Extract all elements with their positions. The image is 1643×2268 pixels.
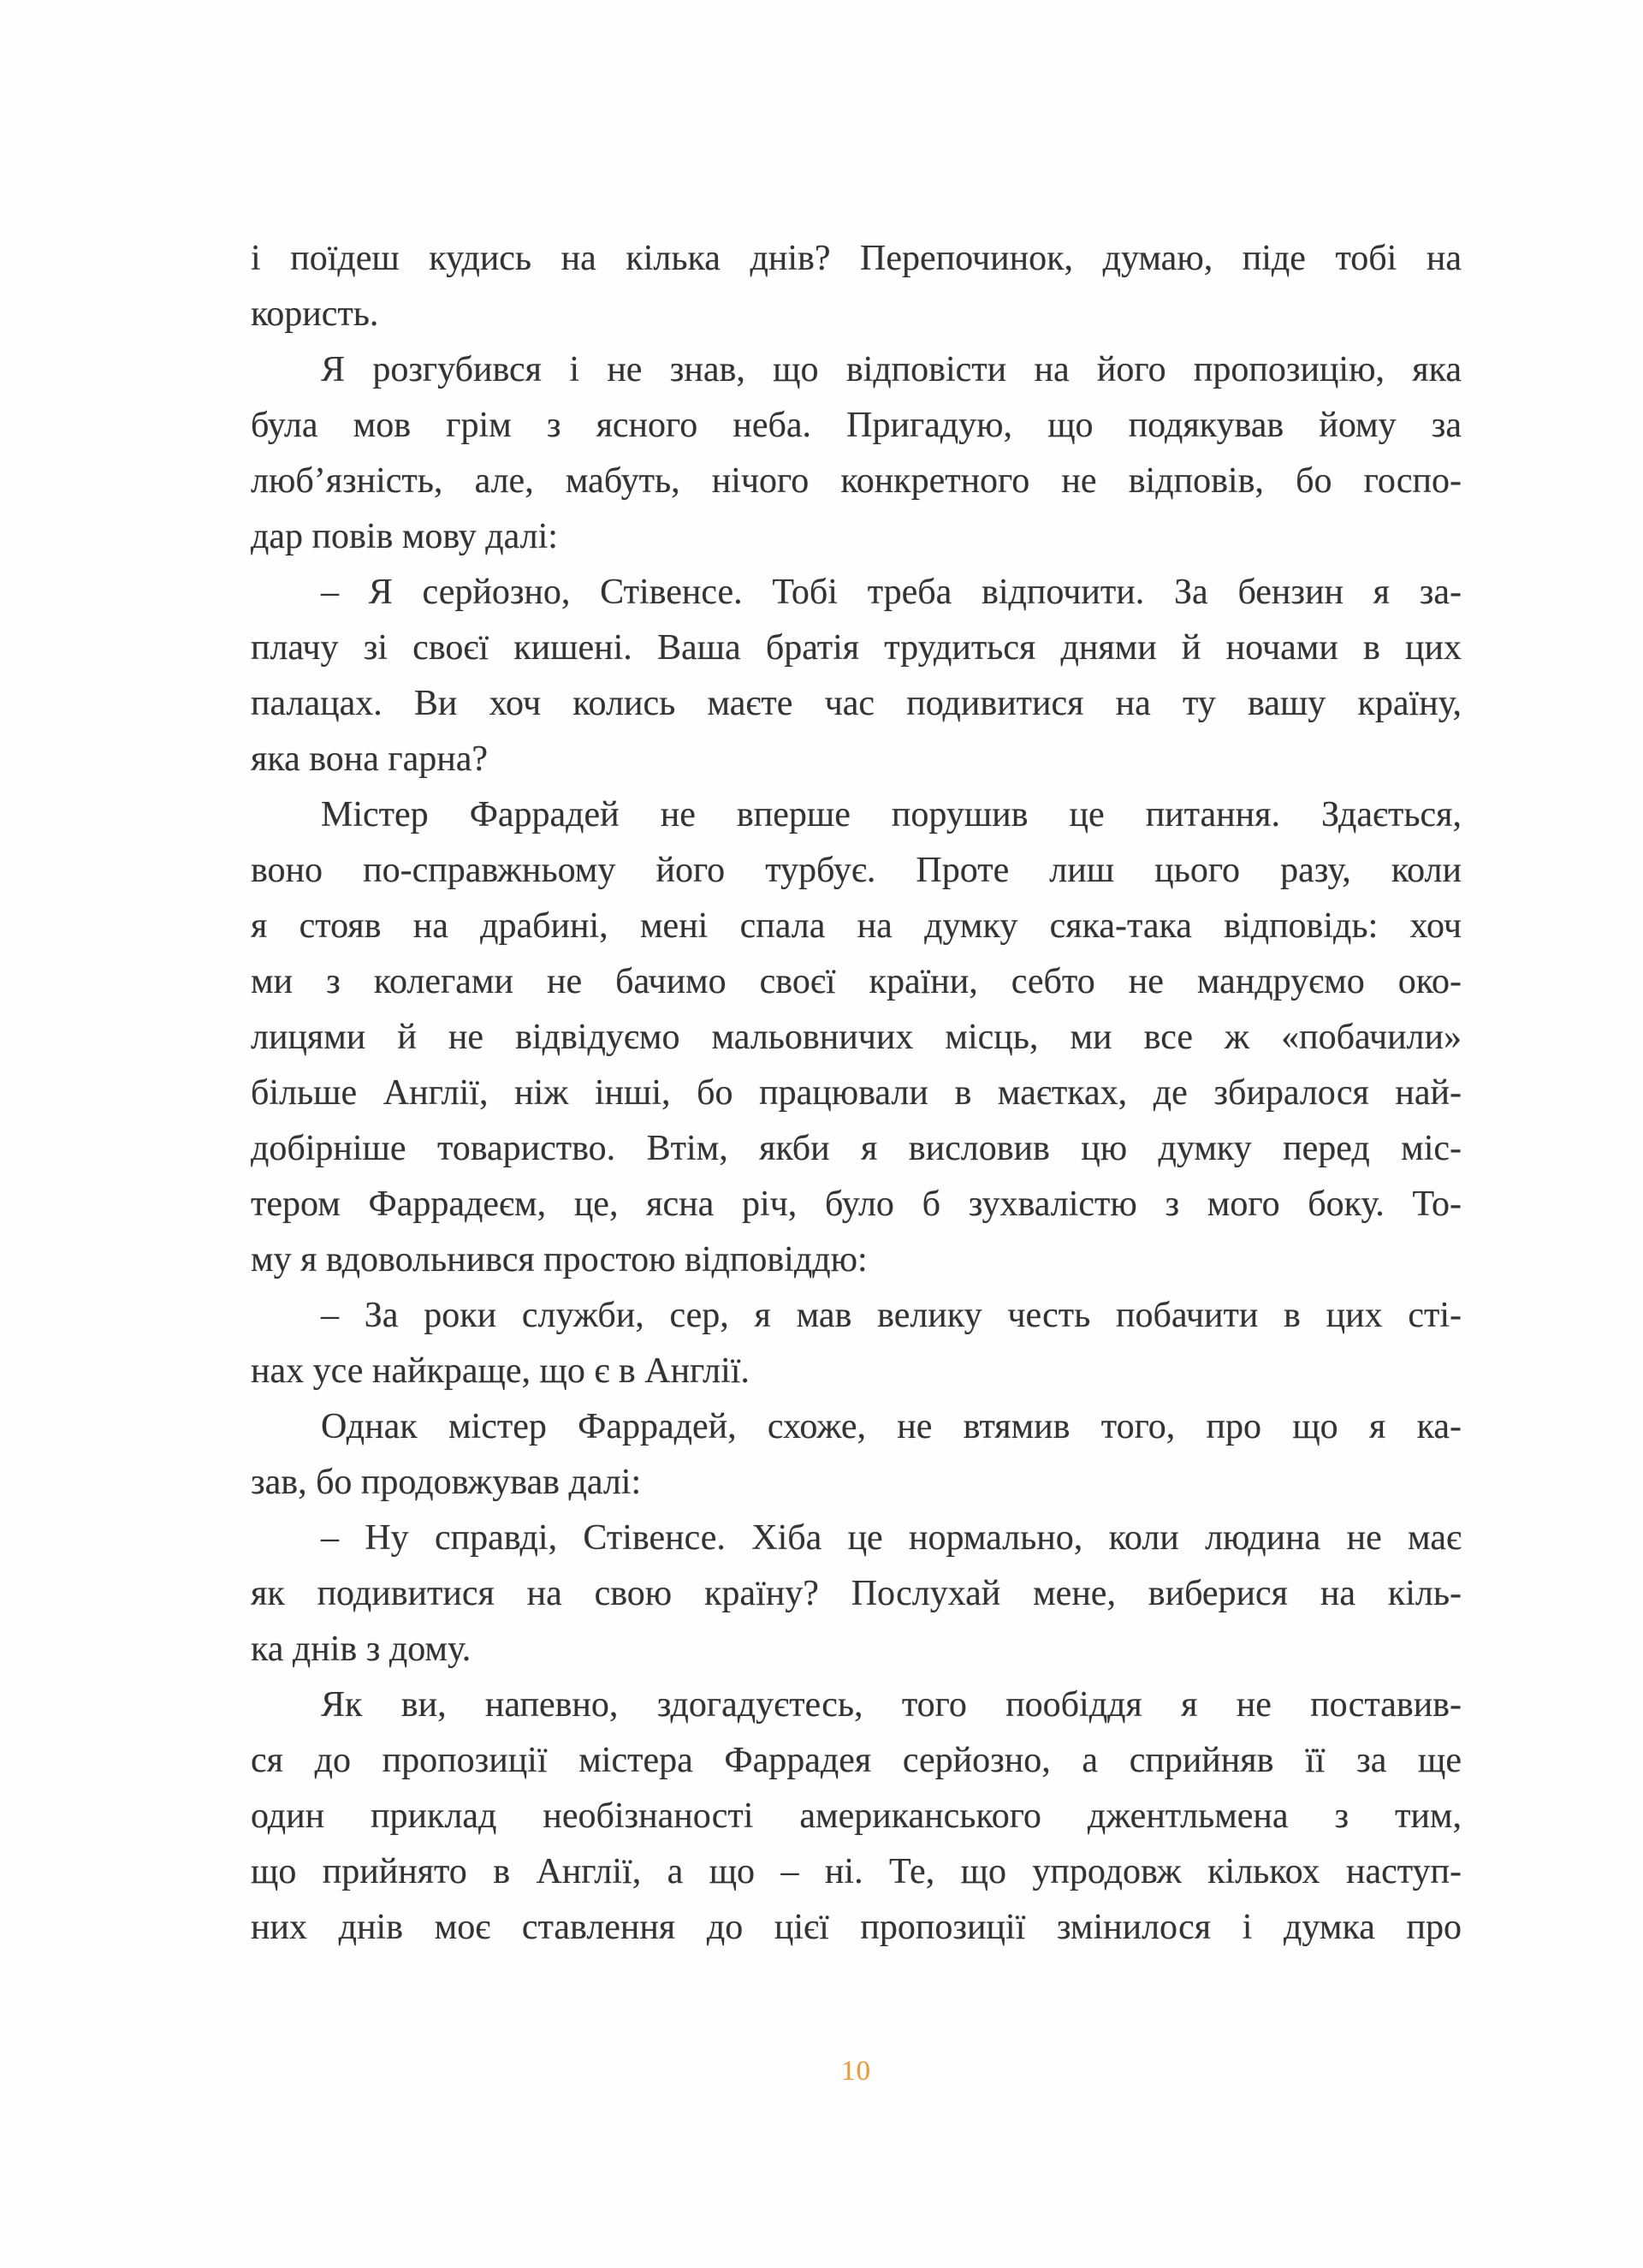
paragraph	[251, 1399, 1462, 1511]
text-line: зав, бо продовжував далі:	[251, 1463, 642, 1502]
text-line: воно по-справжньому його турбує. Проте лиш цього разу, коли	[251, 851, 1462, 890]
text-line: – За роки служби, сер, я мав велику честь побачити в цих сті-	[321, 1296, 1462, 1335]
paragraph	[251, 787, 1462, 1288]
paragraph	[251, 1511, 1462, 1677]
page-number: 10	[841, 2056, 871, 2087]
text-line: тером Фаррадеєм, це, ясна річ, було б зухвалістю з мого боку. То-	[251, 1184, 1462, 1224]
text-line: добірніше товариство. Втім, якби я висловив цю думку перед міс-	[251, 1129, 1462, 1168]
paragraph	[251, 342, 1462, 565]
text-line: палацах. Ви хоч колись маєте час подивитися на ту вашу країну,	[251, 684, 1462, 723]
text-line: – Ну справді, Стівенсе. Хіба це нормально, коли людина не має	[321, 1518, 1462, 1558]
text-line: ка днів з дому.	[251, 1630, 472, 1669]
text-line: них днів моє ставлення до цієї пропозиції змінилося і думка про	[251, 1908, 1462, 1947]
paragraph	[251, 231, 1462, 342]
text-line: дар повів мову далі:	[251, 517, 558, 556]
text-line: Я розгубився і не знав, що відповісти на його пропозицію, яка	[321, 350, 1462, 389]
text-line: один приклад необізнаності американського джентльмена з тим,	[251, 1796, 1462, 1836]
text-line: – Я серйозно, Стівенсе. Тобі треба відпочити. За бензин я за-	[321, 573, 1462, 612]
text-line: користь.	[251, 294, 379, 334]
text-line: і поїдеш кудись на кілька днів? Перепочинок, думаю, піде тобі на	[251, 239, 1462, 278]
text-line: я стояв на драбині, мені спала на думку сяка-така відповідь: хоч	[251, 906, 1462, 946]
page-text	[251, 231, 1462, 1956]
text-line: плачу зі своєї кишені. Ваша братія трудиться днями й ночами в цих	[251, 628, 1462, 668]
text-line: люб’язність, але, мабуть, нічого конкретного не відповів, бо госпо-	[251, 461, 1462, 501]
text-line: більше Англії, ніж інші, бо працювали в маєтках, де збиралося най-	[251, 1073, 1462, 1113]
text-line: була мов грім з ясного неба. Пригадую, що подякував йому за	[251, 406, 1462, 445]
paragraph	[251, 1677, 1462, 1956]
text-line: нах усе найкраще, що є в Англії.	[251, 1351, 750, 1391]
paragraph	[251, 1288, 1462, 1399]
text-line: лицями й не відвідуємо мальовничих місць, ми все ж «побачили»	[251, 1018, 1462, 1057]
text-line: Містер Фаррадей не вперше порушив це питання. Здається,	[321, 795, 1462, 834]
text-line: Однак містер Фаррадей, схоже, не втямив того, про що я ка-	[321, 1407, 1462, 1446]
text-line: як подивитися на свою країну? Послухай мене, виберися на кіль-	[251, 1574, 1462, 1613]
text-line: яка вона гарна?	[251, 739, 489, 779]
text-line: що прийнято в Англії, а що – ні. Те, що упродовж кількох наступ-	[251, 1852, 1462, 1891]
paragraph	[251, 565, 1462, 787]
text-line: Як ви, напевно, здогадуєтесь, того пообіддя я не поставив-	[321, 1685, 1462, 1725]
text-line: ся до пропозиції містера Фаррадея серйозно, а сприйняв її за ще	[251, 1741, 1462, 1780]
text-line: му я вдовольнився простою відповіддю:	[251, 1240, 868, 1279]
text-line: ми з колегами не бачимо своєї країни, себто не мандруємо око-	[251, 962, 1462, 1001]
